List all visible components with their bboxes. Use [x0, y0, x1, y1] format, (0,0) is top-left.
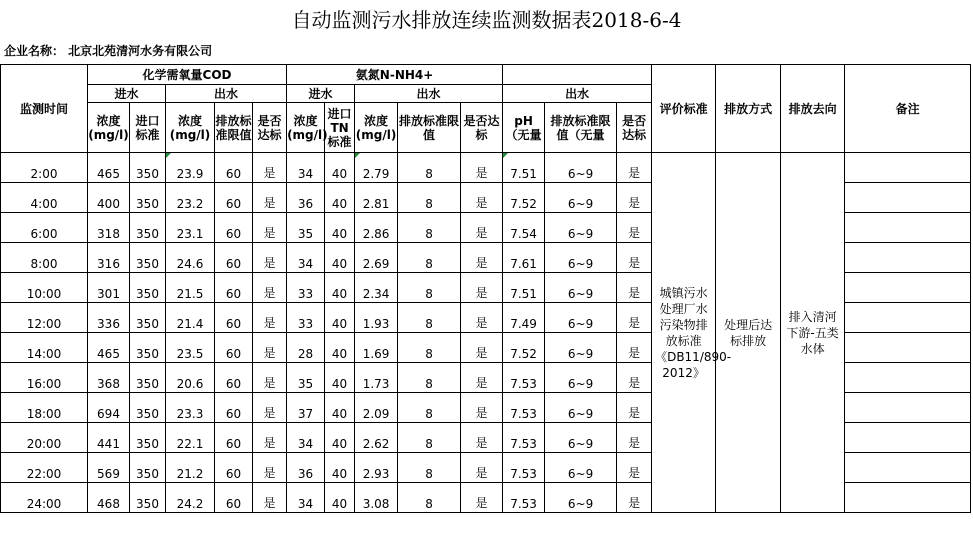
cell-cod-out: 23.2 [166, 183, 215, 213]
cell-nh-ok: 是 [461, 333, 503, 363]
cell-cod-out: 21.2 [166, 453, 215, 483]
cell-cod-out: 23.3 [166, 393, 215, 423]
header-cod-in-conc: 浓度(mg/l) [88, 103, 130, 153]
cell-nh-ok: 是 [461, 243, 503, 273]
cell-nh-out: 1.73 [355, 363, 398, 393]
cell-time: 6:00 [1, 213, 88, 243]
cell-time: 10:00 [1, 273, 88, 303]
cell-ph-limit: 6~9 [545, 153, 617, 183]
cell-cod-ok: 是 [253, 153, 287, 183]
cell-nh-std: 40 [325, 153, 355, 183]
cell-time: 4:00 [1, 183, 88, 213]
cell-method: 处理后达标排放 [716, 153, 781, 513]
header-nh4-out-conc: 浓度(mg/l) [355, 103, 398, 153]
cell-ph: 7.54 [503, 213, 545, 243]
cell-nh-std: 40 [325, 363, 355, 393]
cell-nh-in: 34 [287, 423, 325, 453]
header-cod-out-conc: 浓度(mg/l) [166, 103, 215, 153]
cell-cod-in: 316 [88, 243, 130, 273]
cell-cod-out: 23.9 [166, 153, 215, 183]
cell-ph-limit: 6~9 [545, 423, 617, 453]
cell-cod-in: 465 [88, 333, 130, 363]
header-cod-limit: 排放标准限值 [215, 103, 253, 153]
cell-cod-ok: 是 [253, 423, 287, 453]
header-ph-group [503, 65, 652, 85]
cell-ph-ok: 是 [617, 183, 652, 213]
cell-cod-std: 350 [130, 483, 166, 513]
header-ph-outflow: 出水 [503, 85, 652, 103]
cell-nh-limit: 8 [398, 213, 461, 243]
cell-time: 12:00 [1, 303, 88, 333]
cell-nh-in: 34 [287, 483, 325, 513]
cell-ph: 7.53 [503, 483, 545, 513]
cell-ph: 7.53 [503, 423, 545, 453]
cell-cod-out: 24.2 [166, 483, 215, 513]
cell-time: 16:00 [1, 363, 88, 393]
cell-ph-ok: 是 [617, 483, 652, 513]
cell-cod-std: 350 [130, 393, 166, 423]
cell-ph: 7.53 [503, 393, 545, 423]
cell-cod-limit: 60 [215, 243, 253, 273]
cell-nh-std: 40 [325, 393, 355, 423]
cell-cod-out: 23.5 [166, 333, 215, 363]
cell-nh-out: 3.08 [355, 483, 398, 513]
cell-remarks [845, 363, 971, 393]
cell-nh-ok: 是 [461, 423, 503, 453]
header-remarks: 备注 [845, 65, 971, 153]
cell-ph: 7.52 [503, 333, 545, 363]
cell-cod-std: 350 [130, 213, 166, 243]
cell-cod-in: 318 [88, 213, 130, 243]
table-row [1, 153, 971, 183]
cell-cod-ok: 是 [253, 243, 287, 273]
cell-cod-ok: 是 [253, 213, 287, 243]
cell-cod-limit: 60 [215, 453, 253, 483]
header-nh4-limit: 排放标准限值 [398, 103, 461, 153]
cell-nh-in: 34 [287, 243, 325, 273]
cell-ph-ok: 是 [617, 213, 652, 243]
cell-cod-out: 20.6 [166, 363, 215, 393]
cell-time: 2:00 [1, 153, 88, 183]
cell-cod-out: 22.1 [166, 423, 215, 453]
cell-remarks [845, 453, 971, 483]
cell-nh-std: 40 [325, 333, 355, 363]
cell-time: 24:00 [1, 483, 88, 513]
cell-nh-in: 35 [287, 363, 325, 393]
cell-nh-ok: 是 [461, 363, 503, 393]
cell-time: 18:00 [1, 393, 88, 423]
cell-ph-ok: 是 [617, 393, 652, 423]
cell-time: 22:00 [1, 453, 88, 483]
cell-nh-limit: 8 [398, 273, 461, 303]
cell-ph-ok: 是 [617, 423, 652, 453]
cell-cod-out: 21.4 [166, 303, 215, 333]
monitoring-table [0, 64, 971, 513]
cell-cod-out: 24.6 [166, 243, 215, 273]
cell-cod-out: 21.5 [166, 273, 215, 303]
cell-nh-out: 2.86 [355, 213, 398, 243]
cell-cod-std: 350 [130, 423, 166, 453]
cell-nh-std: 40 [325, 303, 355, 333]
cell-destination: 排入清河下游-五类水体 [781, 153, 845, 513]
cell-ph-ok: 是 [617, 363, 652, 393]
cell-ph: 7.52 [503, 183, 545, 213]
cell-remarks [845, 303, 971, 333]
cell-ph: 7.53 [503, 453, 545, 483]
cell-ph: 7.51 [503, 153, 545, 183]
cell-cod-out: 23.1 [166, 213, 215, 243]
cell-nh-out: 2.69 [355, 243, 398, 273]
cell-nh-limit: 8 [398, 453, 461, 483]
cell-ph: 7.53 [503, 363, 545, 393]
header-ph-compliance: 是否达标 [617, 103, 652, 153]
cell-nh-in: 33 [287, 273, 325, 303]
header-ph: pH（无量 [503, 103, 545, 153]
cell-cod-ok: 是 [253, 393, 287, 423]
cell-nh-ok: 是 [461, 453, 503, 483]
cell-nh-std: 40 [325, 423, 355, 453]
cell-remarks [845, 213, 971, 243]
cell-nh-out: 1.69 [355, 333, 398, 363]
header-time: 监测时间 [1, 65, 88, 153]
cell-cod-ok: 是 [253, 483, 287, 513]
cell-nh-out: 2.81 [355, 183, 398, 213]
cell-ph-ok: 是 [617, 453, 652, 483]
cell-cod-in: 694 [88, 393, 130, 423]
cell-nh-std: 40 [325, 183, 355, 213]
header-cod-compliance: 是否达标 [253, 103, 287, 153]
cell-nh-out: 2.09 [355, 393, 398, 423]
cell-ph: 7.51 [503, 273, 545, 303]
cell-nh-in: 33 [287, 303, 325, 333]
cell-cod-std: 350 [130, 183, 166, 213]
company-name: 企业名称： 北京北苑清河水务有限公司 [4, 44, 213, 58]
cell-cod-limit: 60 [215, 153, 253, 183]
cell-nh-std: 40 [325, 273, 355, 303]
cell-cod-ok: 是 [253, 453, 287, 483]
cell-cod-in: 569 [88, 453, 130, 483]
cell-nh-limit: 8 [398, 423, 461, 453]
cell-cod-std: 350 [130, 363, 166, 393]
cell-eval-std: 城镇污水处理厂水污染物排放标准《DB11/890-2012》 [652, 153, 716, 513]
cell-cod-limit: 60 [215, 393, 253, 423]
header-cod-inflow: 进水 [88, 85, 166, 103]
header-method: 排放方式 [716, 65, 781, 153]
cell-cod-in: 400 [88, 183, 130, 213]
header-nh4-inlet-tn: 进口TN标准 [325, 103, 355, 153]
header-nh4: 氨氮N-NH4+ [287, 65, 503, 85]
cell-ph-limit: 6~9 [545, 213, 617, 243]
header-cod-inlet-std: 进口标准 [130, 103, 166, 153]
cell-nh-limit: 8 [398, 483, 461, 513]
cell-cod-limit: 60 [215, 183, 253, 213]
header-cod: 化学需氧量COD [88, 65, 287, 85]
header-ph-limit: 排放标准限值（无量 [545, 103, 617, 153]
cell-nh-out: 1.93 [355, 303, 398, 333]
cell-ph-ok: 是 [617, 153, 652, 183]
cell-nh-in: 37 [287, 393, 325, 423]
cell-ph-ok: 是 [617, 243, 652, 273]
cell-nh-std: 40 [325, 243, 355, 273]
cell-remarks [845, 333, 971, 363]
cell-remarks [845, 153, 971, 183]
cell-cod-limit: 60 [215, 363, 253, 393]
cell-nh-limit: 8 [398, 363, 461, 393]
cell-nh-in: 35 [287, 213, 325, 243]
cell-ph-limit: 6~9 [545, 273, 617, 303]
cell-cod-limit: 60 [215, 303, 253, 333]
cell-cod-std: 350 [130, 273, 166, 303]
cell-cod-limit: 60 [215, 483, 253, 513]
cell-nh-ok: 是 [461, 183, 503, 213]
cell-ph-limit: 6~9 [545, 303, 617, 333]
cell-remarks [845, 273, 971, 303]
cell-nh-std: 40 [325, 213, 355, 243]
cell-cod-limit: 60 [215, 333, 253, 363]
cell-nh-in: 36 [287, 453, 325, 483]
cell-nh-ok: 是 [461, 483, 503, 513]
cell-ph-limit: 6~9 [545, 453, 617, 483]
cell-cod-ok: 是 [253, 183, 287, 213]
cell-cod-in: 368 [88, 363, 130, 393]
cell-ph: 7.61 [503, 243, 545, 273]
cell-cod-std: 350 [130, 453, 166, 483]
cell-nh-out: 2.34 [355, 273, 398, 303]
cell-ph-limit: 6~9 [545, 363, 617, 393]
cell-cod-in: 468 [88, 483, 130, 513]
cell-cod-limit: 60 [215, 213, 253, 243]
cell-nh-limit: 8 [398, 303, 461, 333]
cell-nh-limit: 8 [398, 243, 461, 273]
header-nh4-inflow: 进水 [287, 85, 355, 103]
cell-ph-limit: 6~9 [545, 243, 617, 273]
cell-nh-out: 2.62 [355, 423, 398, 453]
cell-cod-limit: 60 [215, 423, 253, 453]
cell-remarks [845, 483, 971, 513]
cell-remarks [845, 183, 971, 213]
cell-cod-ok: 是 [253, 333, 287, 363]
cell-ph-limit: 6~9 [545, 393, 617, 423]
cell-ph-ok: 是 [617, 333, 652, 363]
cell-nh-in: 34 [287, 153, 325, 183]
header-nh4-in-conc: 浓度(mg/l) [287, 103, 325, 153]
cell-nh-ok: 是 [461, 153, 503, 183]
cell-cod-in: 336 [88, 303, 130, 333]
cell-cod-ok: 是 [253, 303, 287, 333]
cell-ph-ok: 是 [617, 273, 652, 303]
cell-cod-std: 350 [130, 333, 166, 363]
header-cod-outflow: 出水 [166, 85, 287, 103]
page-title: 自动监测污水排放连续监测数据表2018-6-4 [291, 8, 682, 32]
cell-ph-limit: 6~9 [545, 333, 617, 363]
cell-time: 8:00 [1, 243, 88, 273]
cell-time: 20:00 [1, 423, 88, 453]
cell-cod-limit: 60 [215, 273, 253, 303]
cell-cod-in: 301 [88, 273, 130, 303]
cell-ph: 7.49 [503, 303, 545, 333]
cell-ph-limit: 6~9 [545, 183, 617, 213]
cell-nh-limit: 8 [398, 393, 461, 423]
cell-cod-std: 350 [130, 243, 166, 273]
cell-nh-limit: 8 [398, 153, 461, 183]
cell-nh-std: 40 [325, 483, 355, 513]
cell-remarks [845, 423, 971, 453]
cell-nh-limit: 8 [398, 333, 461, 363]
cell-ph-limit: 6~9 [545, 483, 617, 513]
cell-cod-ok: 是 [253, 363, 287, 393]
header-nh4-outflow: 出水 [355, 85, 503, 103]
cell-ph-ok: 是 [617, 303, 652, 333]
header-destination: 排放去向 [781, 65, 845, 153]
cell-remarks [845, 393, 971, 423]
cell-nh-ok: 是 [461, 273, 503, 303]
cell-remarks [845, 243, 971, 273]
cell-nh-ok: 是 [461, 303, 503, 333]
cell-cod-std: 350 [130, 153, 166, 183]
header-nh4-compliance: 是否达标 [461, 103, 503, 153]
cell-cod-ok: 是 [253, 273, 287, 303]
cell-nh-ok: 是 [461, 213, 503, 243]
cell-nh-ok: 是 [461, 393, 503, 423]
cell-time: 14:00 [1, 333, 88, 363]
cell-cod-std: 350 [130, 303, 166, 333]
cell-nh-in: 36 [287, 183, 325, 213]
cell-nh-out: 2.93 [355, 453, 398, 483]
cell-nh-std: 40 [325, 453, 355, 483]
cell-nh-out: 2.79 [355, 153, 398, 183]
cell-nh-in: 28 [287, 333, 325, 363]
cell-cod-in: 465 [88, 153, 130, 183]
cell-nh-limit: 8 [398, 183, 461, 213]
cell-cod-in: 441 [88, 423, 130, 453]
header-eval-std: 评价标准 [652, 65, 716, 153]
